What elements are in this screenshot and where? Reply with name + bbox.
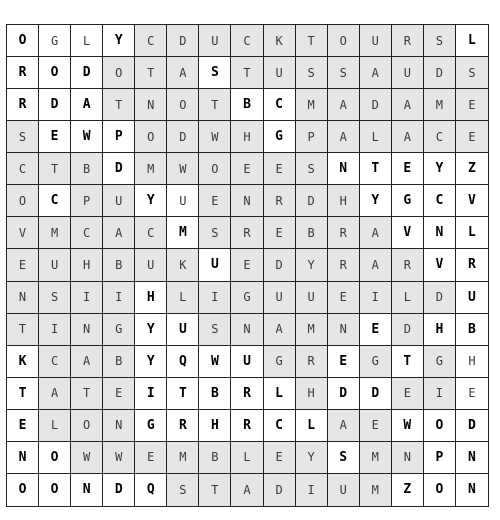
letter-cell[interactable]: H [456, 346, 488, 378]
letter-cell[interactable]: S [328, 57, 360, 89]
letter-cell[interactable]: I [296, 474, 328, 506]
letter-cell[interactable]: H [231, 121, 263, 153]
letter-cell[interactable]: B [456, 314, 488, 346]
letter-cell[interactable]: B [199, 442, 231, 474]
letter-cell[interactable]: S [296, 57, 328, 89]
letter-cell[interactable]: R [328, 217, 360, 249]
letter-cell[interactable]: P [296, 121, 328, 153]
letter-cell[interactable]: I [135, 378, 167, 410]
letter-cell[interactable]: S [199, 57, 231, 89]
letter-cell[interactable]: K [264, 25, 296, 57]
letter-cell[interactable]: O [7, 25, 39, 57]
letter-cell[interactable]: I [103, 282, 135, 314]
letter-cell[interactable]: R [231, 378, 263, 410]
letter-cell[interactable]: N [71, 314, 103, 346]
letter-cell[interactable]: A [167, 57, 199, 89]
letter-cell[interactable]: C [71, 217, 103, 249]
letter-cell[interactable]: N [424, 217, 456, 249]
letter-cell[interactable]: S [296, 153, 328, 185]
letter-cell[interactable]: W [71, 442, 103, 474]
letter-cell[interactable]: A [71, 346, 103, 378]
letter-cell[interactable]: W [103, 442, 135, 474]
letter-cell[interactable]: U [135, 249, 167, 281]
letter-cell[interactable]: U [231, 346, 263, 378]
letter-cell[interactable]: E [39, 121, 71, 153]
letter-cell[interactable]: G [135, 410, 167, 442]
letter-cell[interactable]: G [231, 282, 263, 314]
letter-cell[interactable]: S [199, 217, 231, 249]
letter-cell[interactable]: Z [456, 153, 488, 185]
letter-cell[interactable]: N [456, 474, 488, 506]
letter-cell[interactable]: E [264, 217, 296, 249]
letter-cell[interactable]: B [71, 153, 103, 185]
letter-cell[interactable]: E [199, 185, 231, 217]
letter-cell[interactable]: O [7, 474, 39, 506]
letter-cell[interactable]: S [7, 121, 39, 153]
letter-cell[interactable]: E [392, 378, 424, 410]
letter-cell[interactable]: B [103, 346, 135, 378]
letter-cell[interactable]: U [360, 25, 392, 57]
letter-cell[interactable]: D [328, 378, 360, 410]
letter-cell[interactable]: E [103, 378, 135, 410]
letter-cell[interactable]: C [39, 346, 71, 378]
letter-cell[interactable]: D [39, 89, 71, 121]
letter-cell[interactable]: V [424, 249, 456, 281]
letter-cell[interactable]: I [424, 378, 456, 410]
letter-cell[interactable]: T [7, 314, 39, 346]
letter-cell[interactable]: M [167, 442, 199, 474]
letter-cell[interactable]: I [360, 282, 392, 314]
letter-cell[interactable]: D [296, 185, 328, 217]
letter-cell[interactable]: T [392, 346, 424, 378]
letter-cell[interactable]: T [231, 57, 263, 89]
letter-cell[interactable]: I [199, 282, 231, 314]
letter-cell[interactable]: T [39, 153, 71, 185]
letter-cell[interactable]: L [360, 121, 392, 153]
letter-cell[interactable]: U [199, 25, 231, 57]
letter-cell[interactable]: Y [135, 346, 167, 378]
letter-cell[interactable]: E [7, 249, 39, 281]
letter-cell[interactable]: A [328, 410, 360, 442]
letter-cell[interactable]: U [328, 474, 360, 506]
letter-cell[interactable]: C [231, 25, 263, 57]
letter-cell[interactable]: M [39, 217, 71, 249]
letter-cell[interactable]: B [296, 217, 328, 249]
letter-cell[interactable]: A [392, 89, 424, 121]
letter-cell[interactable]: D [424, 57, 456, 89]
letter-cell[interactable]: T [103, 89, 135, 121]
letter-cell[interactable]: B [103, 249, 135, 281]
letter-cell[interactable]: O [424, 474, 456, 506]
letter-cell[interactable]: T [71, 378, 103, 410]
letter-cell[interactable]: C [424, 121, 456, 153]
letter-cell[interactable]: P [424, 442, 456, 474]
letter-cell[interactable]: U [392, 57, 424, 89]
letter-cell[interactable]: A [360, 217, 392, 249]
letter-cell[interactable]: R [392, 249, 424, 281]
letter-cell[interactable]: W [71, 121, 103, 153]
letter-cell[interactable]: N [135, 89, 167, 121]
letter-cell[interactable]: I [39, 314, 71, 346]
letter-cell[interactable]: E [360, 314, 392, 346]
letter-cell[interactable]: G [103, 314, 135, 346]
letter-cell[interactable]: B [199, 378, 231, 410]
letter-cell[interactable]: H [71, 249, 103, 281]
letter-cell[interactable]: D [424, 282, 456, 314]
letter-cell[interactable]: T [360, 153, 392, 185]
letter-cell[interactable]: V [7, 217, 39, 249]
letter-cell[interactable]: V [392, 217, 424, 249]
letter-cell[interactable]: Y [135, 314, 167, 346]
letter-cell[interactable]: U [167, 314, 199, 346]
letter-cell[interactable]: L [456, 25, 488, 57]
letter-cell[interactable]: E [456, 89, 488, 121]
letter-cell[interactable]: Q [167, 346, 199, 378]
letter-cell[interactable]: L [456, 217, 488, 249]
letter-cell[interactable]: E [360, 410, 392, 442]
letter-cell[interactable]: E [7, 410, 39, 442]
letter-cell[interactable]: A [231, 474, 263, 506]
letter-cell[interactable]: T [199, 89, 231, 121]
letter-cell[interactable]: R [231, 217, 263, 249]
letter-cell[interactable]: Y [103, 25, 135, 57]
letter-cell[interactable]: M [135, 153, 167, 185]
letter-cell[interactable]: Y [296, 249, 328, 281]
letter-cell[interactable]: N [456, 442, 488, 474]
letter-cell[interactable]: E [231, 153, 263, 185]
letter-cell[interactable]: E [328, 346, 360, 378]
letter-cell[interactable]: H [296, 378, 328, 410]
letter-cell[interactable]: V [456, 185, 488, 217]
letter-cell[interactable]: G [264, 121, 296, 153]
letter-cell[interactable]: R [296, 346, 328, 378]
letter-cell[interactable]: E [135, 442, 167, 474]
letter-cell[interactable]: D [71, 57, 103, 89]
letter-cell[interactable]: R [264, 185, 296, 217]
letter-cell[interactable]: U [456, 282, 488, 314]
word-search-grid [6, 24, 489, 507]
letter-cell[interactable]: H [135, 282, 167, 314]
letter-cell[interactable]: G [424, 346, 456, 378]
letter-cell[interactable]: T [296, 25, 328, 57]
letter-cell[interactable]: U [264, 282, 296, 314]
letter-cell[interactable]: O [39, 57, 71, 89]
letter-cell[interactable]: N [231, 185, 263, 217]
letter-cell[interactable]: M [360, 474, 392, 506]
letter-cell[interactable]: G [360, 346, 392, 378]
letter-cell[interactable]: R [456, 249, 488, 281]
letter-cell[interactable]: T [167, 378, 199, 410]
letter-cell[interactable]: D [456, 410, 488, 442]
letter-cell[interactable]: C [264, 410, 296, 442]
letter-cell[interactable]: Y [360, 185, 392, 217]
letter-cell[interactable]: L [39, 410, 71, 442]
letter-cell[interactable]: R [7, 57, 39, 89]
letter-cell[interactable]: H [199, 410, 231, 442]
letter-cell[interactable]: L [264, 378, 296, 410]
letter-cell[interactable]: G [39, 25, 71, 57]
letter-cell[interactable]: A [71, 89, 103, 121]
letter-cell[interactable]: Z [392, 474, 424, 506]
letter-cell[interactable]: L [167, 282, 199, 314]
letter-cell[interactable]: O [135, 121, 167, 153]
letter-cell[interactable]: I [71, 282, 103, 314]
letter-cell[interactable]: U [103, 185, 135, 217]
letter-cell[interactable]: A [328, 121, 360, 153]
letter-cell[interactable]: E [456, 121, 488, 153]
letter-cell[interactable]: R [7, 89, 39, 121]
letter-cell[interactable]: T [199, 474, 231, 506]
letter-cell[interactable]: O [71, 410, 103, 442]
letter-cell[interactable]: C [7, 153, 39, 185]
letter-cell[interactable]: N [71, 474, 103, 506]
letter-cell[interactable]: C [135, 217, 167, 249]
letter-cell[interactable]: C [135, 25, 167, 57]
letter-cell[interactable]: E [264, 153, 296, 185]
letter-cell[interactable]: C [39, 185, 71, 217]
letter-cell[interactable]: O [39, 442, 71, 474]
letter-cell[interactable]: U [264, 57, 296, 89]
letter-cell[interactable]: L [71, 25, 103, 57]
letter-cell[interactable]: S [328, 442, 360, 474]
letter-cell[interactable]: S [199, 314, 231, 346]
letter-cell[interactable]: N [7, 442, 39, 474]
letter-cell[interactable]: L [296, 410, 328, 442]
letter-cell[interactable]: O [167, 89, 199, 121]
letter-cell[interactable]: G [264, 346, 296, 378]
letter-cell[interactable]: Y [135, 185, 167, 217]
letter-cell[interactable]: S [167, 474, 199, 506]
letter-cell[interactable]: M [296, 89, 328, 121]
letter-cell[interactable]: R [392, 25, 424, 57]
letter-cell[interactable]: E [328, 282, 360, 314]
letter-cell[interactable]: D [392, 314, 424, 346]
letter-cell[interactable]: M [360, 442, 392, 474]
letter-cell[interactable]: S [424, 25, 456, 57]
letter-cell[interactable]: K [167, 249, 199, 281]
letter-cell[interactable]: A [360, 249, 392, 281]
letter-cell[interactable]: W [199, 346, 231, 378]
letter-cell[interactable]: D [360, 89, 392, 121]
letter-cell[interactable]: Q [135, 474, 167, 506]
letter-cell[interactable]: O [328, 25, 360, 57]
letter-cell[interactable]: L [231, 442, 263, 474]
letter-cell[interactable]: E [231, 249, 263, 281]
letter-cell[interactable]: D [167, 121, 199, 153]
letter-cell[interactable]: A [39, 378, 71, 410]
letter-cell[interactable]: M [424, 89, 456, 121]
letter-cell[interactable]: O [199, 153, 231, 185]
letter-cell[interactable]: N [392, 442, 424, 474]
letter-cell[interactable]: O [103, 57, 135, 89]
letter-cell[interactable]: G [392, 185, 424, 217]
letter-cell[interactable]: D [103, 153, 135, 185]
letter-cell[interactable]: E [392, 153, 424, 185]
letter-cell[interactable]: Y [296, 442, 328, 474]
letter-cell[interactable]: P [71, 185, 103, 217]
letter-cell[interactable]: N [103, 410, 135, 442]
letter-cell[interactable]: A [360, 57, 392, 89]
letter-cell[interactable]: K [7, 346, 39, 378]
letter-cell[interactable]: U [39, 249, 71, 281]
letter-cell[interactable]: U [167, 185, 199, 217]
letter-cell[interactable]: O [39, 474, 71, 506]
letter-cell[interactable]: N [328, 314, 360, 346]
letter-cell[interactable]: D [167, 25, 199, 57]
letter-cell[interactable]: R [328, 249, 360, 281]
letter-cell[interactable]: U [199, 249, 231, 281]
letter-cell[interactable]: D [264, 249, 296, 281]
letter-cell[interactable]: E [456, 378, 488, 410]
letter-cell[interactable]: M [296, 314, 328, 346]
letter-cell[interactable]: O [424, 410, 456, 442]
letter-cell[interactable]: W [199, 121, 231, 153]
letter-cell[interactable]: R [167, 410, 199, 442]
letter-cell[interactable]: N [231, 314, 263, 346]
letter-cell[interactable]: O [7, 185, 39, 217]
letter-cell[interactable]: P [103, 121, 135, 153]
letter-cell[interactable]: A [264, 314, 296, 346]
letter-cell[interactable]: D [264, 474, 296, 506]
letter-cell[interactable]: R [231, 410, 263, 442]
letter-cell[interactable]: N [7, 282, 39, 314]
letter-cell[interactable]: M [167, 217, 199, 249]
letter-cell[interactable]: Y [424, 153, 456, 185]
letter-cell[interactable]: A [103, 217, 135, 249]
letter-cell[interactable]: H [424, 314, 456, 346]
letter-cell[interactable]: B [231, 89, 263, 121]
letter-cell[interactable]: A [328, 89, 360, 121]
letter-cell[interactable]: C [424, 185, 456, 217]
letter-cell[interactable]: D [103, 474, 135, 506]
letter-cell[interactable]: D [360, 378, 392, 410]
letter-cell[interactable]: T [135, 57, 167, 89]
letter-cell[interactable]: S [39, 282, 71, 314]
letter-cell[interactable]: T [7, 378, 39, 410]
letter-cell[interactable]: W [167, 153, 199, 185]
letter-cell[interactable]: S [456, 57, 488, 89]
letter-cell[interactable]: C [264, 89, 296, 121]
letter-cell[interactable]: H [328, 185, 360, 217]
letter-cell[interactable]: U [296, 282, 328, 314]
letter-cell[interactable]: E [264, 442, 296, 474]
letter-cell[interactable]: A [392, 121, 424, 153]
letter-cell[interactable]: L [392, 282, 424, 314]
letter-cell[interactable]: N [328, 153, 360, 185]
letter-cell[interactable]: W [392, 410, 424, 442]
